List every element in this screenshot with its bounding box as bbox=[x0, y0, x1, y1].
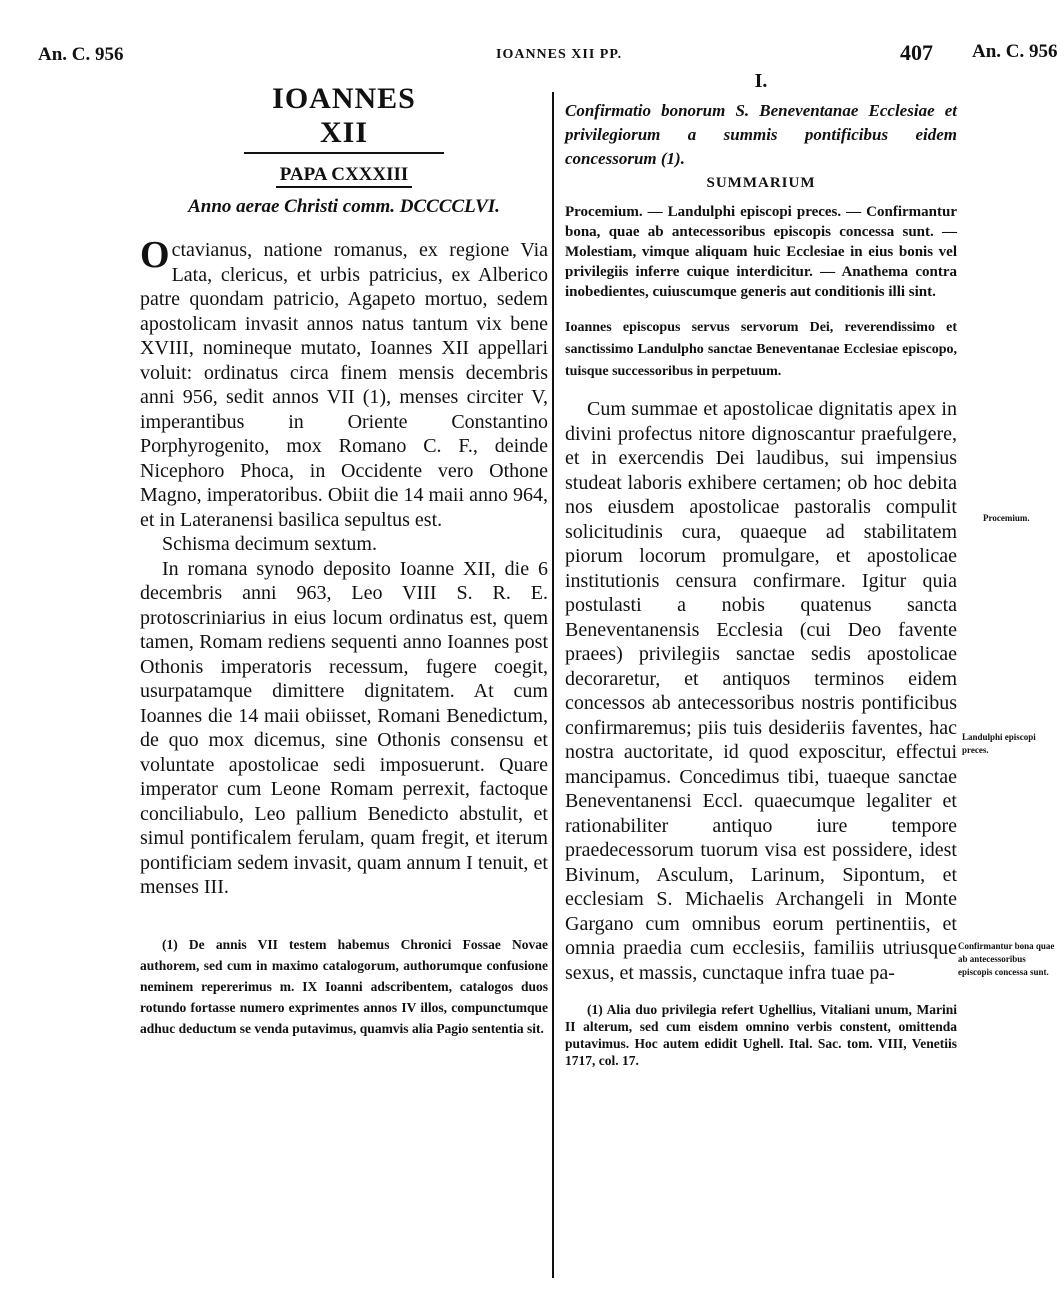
address-text: Ioannes episcopus servus servorum Dei, reverendissimo et sanctissimo Landulpho sanctae Beneventanae Ecclesiae episcopo, tuisque successoribus in perpetuum. bbox=[565, 320, 957, 379]
summarium-text: Procemium. — Landulphi episcopi preces. — Confirmantur bona, quae ab antecessoribus episcopis concessa sunt. — Molestiam, vimque aliquam huic Ecclesiae in eius bonis vel privilegiis inferre cuique interdicitur. — Anathema contra inobedientes, cuiuscumque generis aut conditionis illi sint. bbox=[565, 204, 957, 300]
page-number: 407 bbox=[900, 40, 933, 65]
paragraph-intro-text: ctavianus, natione romanus, ex regione Via Lata, clericus, et urbis patricius, ex Alberico patre quondam patricio, Agapeto mortuo, sedem apostolicam invasit annos natus tantum vix bene XVIII, nomineque mutato, Ioannes XII appellari voluit: ordinatus circa finem mensis decembris anni 956, sedit annos VII (1), menses circiter V, imperantibus in Oriente Constantino Porphyrogenito, mox Romano C. F., deinde Nicephoro Phoca, in Occidente vero Othone Magno, imperatoribus. Obiit die 14 maii anno 964, et in Lateranensi basilica sepultus est. bbox=[140, 239, 548, 531]
pope-title: IOANNES XII bbox=[244, 82, 444, 154]
right-column bbox=[565, 70, 957, 1069]
margin-note-procemium: Procemium. bbox=[983, 513, 1030, 523]
column-divider bbox=[552, 92, 554, 1278]
drop-cap: O bbox=[140, 234, 170, 276]
paragraph-synod: In romana synodo deposito Ioanne XII, die 6 decembris anni 963, Leo VIII S. R. E. protoscriniarius in eius locum ordinatus est, quem tamen, Romam rediens sequenti anno Ioannes post Othonis imperatoris recessum, fugere coegit, usurpatamque dimittere dignitatem. At cum Ioannes die 14 maii obiisset, Romani Benedictum, de quo mox dicemus, sine Othonis consensu et voluntate apostolicae sedi imposuerunt. Quare imperator cum Leone Romam perrexit, factoque conciliabulo, Leo pallium Benedicto abstulit, et simul pontificalem ferulam, quam fregit, et iterum pontificiam sedem invasit, quam annum I tenuit, et menses III. bbox=[140, 557, 548, 898]
right-body: Cum summae et apostolicae dignitatis apex in divini profectus nitore dignoscantur praefulgere, et in exercendis Dei laudibus, sui impensius studeat laboris exhibere certamen; ob hoc debita nos eiusdem apostolicae pastoralis compulit solicitudinis cura, quaeque ad stabilitatem piorum locorum promulgare, et apostolicae institutionis censura confirmare. Igitur quia postulasti a nobis quatenus sancta Beneventanensis Ecclesia (cui Deo favente praees) privilegiis sanctae sedis apostolicae decoraretur, et antiquos terminos eidem concessos ab antecessoribus nostris pontificibus confirmaremus; piis tuis desideriis faventes, hac nostra auctoritate, id quod exposcitur, effectui mancipamus. Concedimus tibi, tuaeque sanctae Beneventanensi Eccl. quaecumque legaliter et rationabiliter antiquo iure tempore praedecessorum tuorum visa est possidere, idest Bivinum, Asculum, Larinum, Sipontum, et ecclesiam S. Michaelis Archangeli in Monte Gargano cum omnibus eorum pertinentiis, et omnia praedia cum ecclesiis, familiis utriusque sexus, et massis, cunctaque infra tuae pa- bbox=[565, 398, 957, 984]
margin-note-confirmantur: Confirmantur bona quae ab antecessoribus episcopis concessa sunt. bbox=[958, 941, 1055, 977]
summarium-heading: SUMMARIUM bbox=[706, 175, 816, 191]
footnote-left: (1) De annis VII testem habemus Chronici Fossae Novae authorem, sed cum in maximo catalogorum, authorumque confusione neminem repererimus m. IX Ioanni adscribentem, catalogos duos rotundo fortasse numero exprimentes annos IV illos, compunctumque adhuc deductum se venda putavimus, quamvis alia Pagio sententia sit. bbox=[140, 936, 548, 1036]
paragraph-intro bbox=[140, 234, 548, 532]
anno-line: Anno aerae Christi comm. DCCCCLVI. bbox=[188, 196, 500, 217]
footnote-right: (1) Alia duo privilegia refert Ughellius, Vitaliani unum, Marini II alterum, sed cum eisdem omnino verbis constent, omittenda putavimus. Hoc autem edidit Ughell. Ital. Sac. tom. VIII, Venetiis 1717, col. 17. bbox=[565, 1002, 957, 1068]
left-column bbox=[140, 82, 548, 1039]
papa-number-text: PAPA CXXXIII bbox=[276, 164, 413, 188]
header-left: An. C. 956 bbox=[38, 44, 124, 65]
paragraph-schisma: Schisma decimum sextum. bbox=[162, 533, 377, 555]
papa-number bbox=[140, 164, 548, 186]
document-number: I. bbox=[754, 70, 768, 92]
running-head: IOANNES XII PP. bbox=[496, 47, 623, 62]
margin-note-preces: Landulphi episcopi preces. bbox=[962, 732, 1036, 755]
document-title: Confirmatio bonorum S. Beneventanae Ecclesiae et privilegiorum a summis pontificibus eidem concessorum (1). bbox=[565, 101, 957, 168]
header-right: An. C. 956 bbox=[972, 41, 1058, 62]
left-body bbox=[140, 234, 548, 900]
